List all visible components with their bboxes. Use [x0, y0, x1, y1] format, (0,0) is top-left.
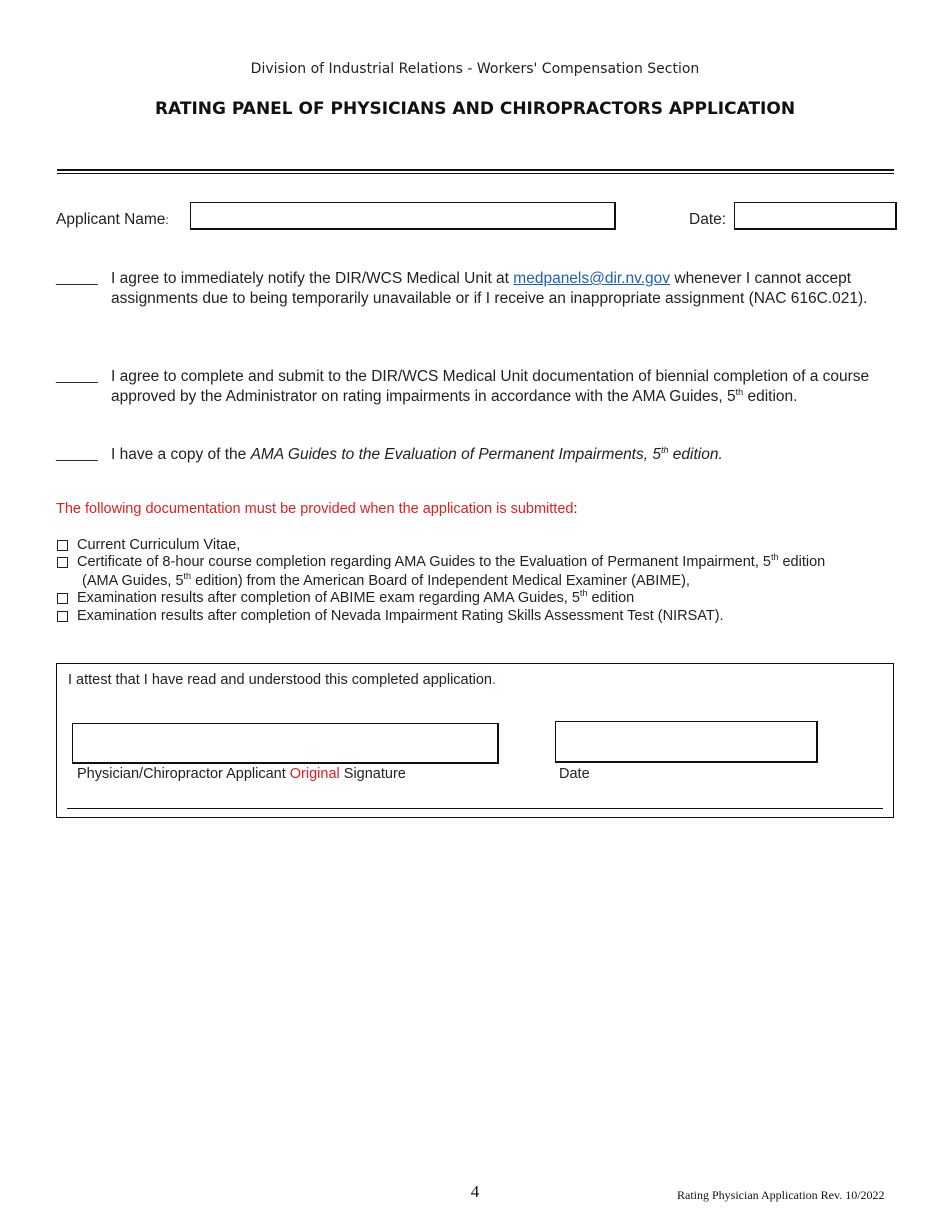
signature-field[interactable] [72, 723, 499, 764]
medpanels-email-link[interactable]: medpanels@dir.nv.gov [513, 270, 671, 287]
agreement-3-text: I have a copy of the AMA Guides to the Evaluation of Permanent Impairments, 5th edition. [111, 444, 723, 463]
checkbox-nirsat[interactable] [57, 611, 68, 622]
date-field[interactable] [734, 202, 897, 230]
attestation-bottom-rule [67, 808, 883, 809]
doc-item-curriculum-vitae: Current Curriculum Vitae, [77, 537, 241, 553]
attestation-date-label: Date [559, 766, 590, 782]
applicant-name-field[interactable] [190, 202, 616, 230]
date-label: Date: [689, 211, 727, 228]
doc-item-certificate: Certificate of 8-hour course completion regarding AMA Guides to the Evaluation of Permanent Impairment, 5th edition [77, 552, 826, 570]
signature-label: Physician/Chiropractor Applicant Original Signature [77, 766, 406, 782]
division-heading: Division of Industrial Relations - Workers' Compensation Section [250, 61, 700, 77]
header-divider-thin [57, 173, 894, 174]
agreement-1-text: I agree to immediately notify the DIR/WCS Medical Unit at medpanels@dir.nv.gov whenever I cannot accept assignments due to being temporarily unavailable or if I receive an inappropriate assignment (NAC 616C.021). [111, 270, 868, 307]
checkbox-certificate[interactable] [57, 557, 68, 568]
checkbox-curriculum-vitae[interactable] [57, 540, 68, 551]
agreement-1-initial-blank[interactable]: _____ [56, 269, 98, 286]
doc-item-abime-exam: Examination results after completion of ABIME exam regarding AMA Guides, 5th edition [77, 588, 635, 606]
agreement-2-text: I agree to complete and submit to the DIR/WCS Medical Unit documentation of biennial completion of a course approved by the Administrator on rating impairments in accordance with the AMA Guides, 5th edition. [111, 368, 870, 405]
header-divider-thick [57, 169, 894, 171]
agreement-2-initial-blank[interactable]: _____ [56, 367, 98, 384]
documentation-heading: The following documentation must be provided when the application is submitted: [56, 501, 578, 517]
agreement-3-initial-blank[interactable]: _____ [56, 445, 98, 462]
checkbox-abime-exam[interactable] [57, 593, 68, 604]
doc-item-nirsat: Examination results after completion of Nevada Impairment Rating Skills Assessment Test (NIRSAT). [77, 608, 724, 624]
page-title: RATING PANEL OF PHYSICIANS AND CHIROPRACTORS APPLICATION [154, 99, 796, 119]
applicant-name-label: Applicant Name: [56, 211, 169, 228]
form-revision: Rating Physician Application Rev. 10/2022 [677, 1188, 885, 1202]
attestation-date-field[interactable] [555, 721, 818, 763]
attestation-statement: I attest that I have read and understood this completed application. [68, 672, 497, 688]
page-number: 4 [470, 1182, 480, 1201]
doc-item-certificate-continued: (AMA Guides, 5th edition) from the American Board of Independent Medical Examiner (ABIME), [82, 571, 690, 589]
